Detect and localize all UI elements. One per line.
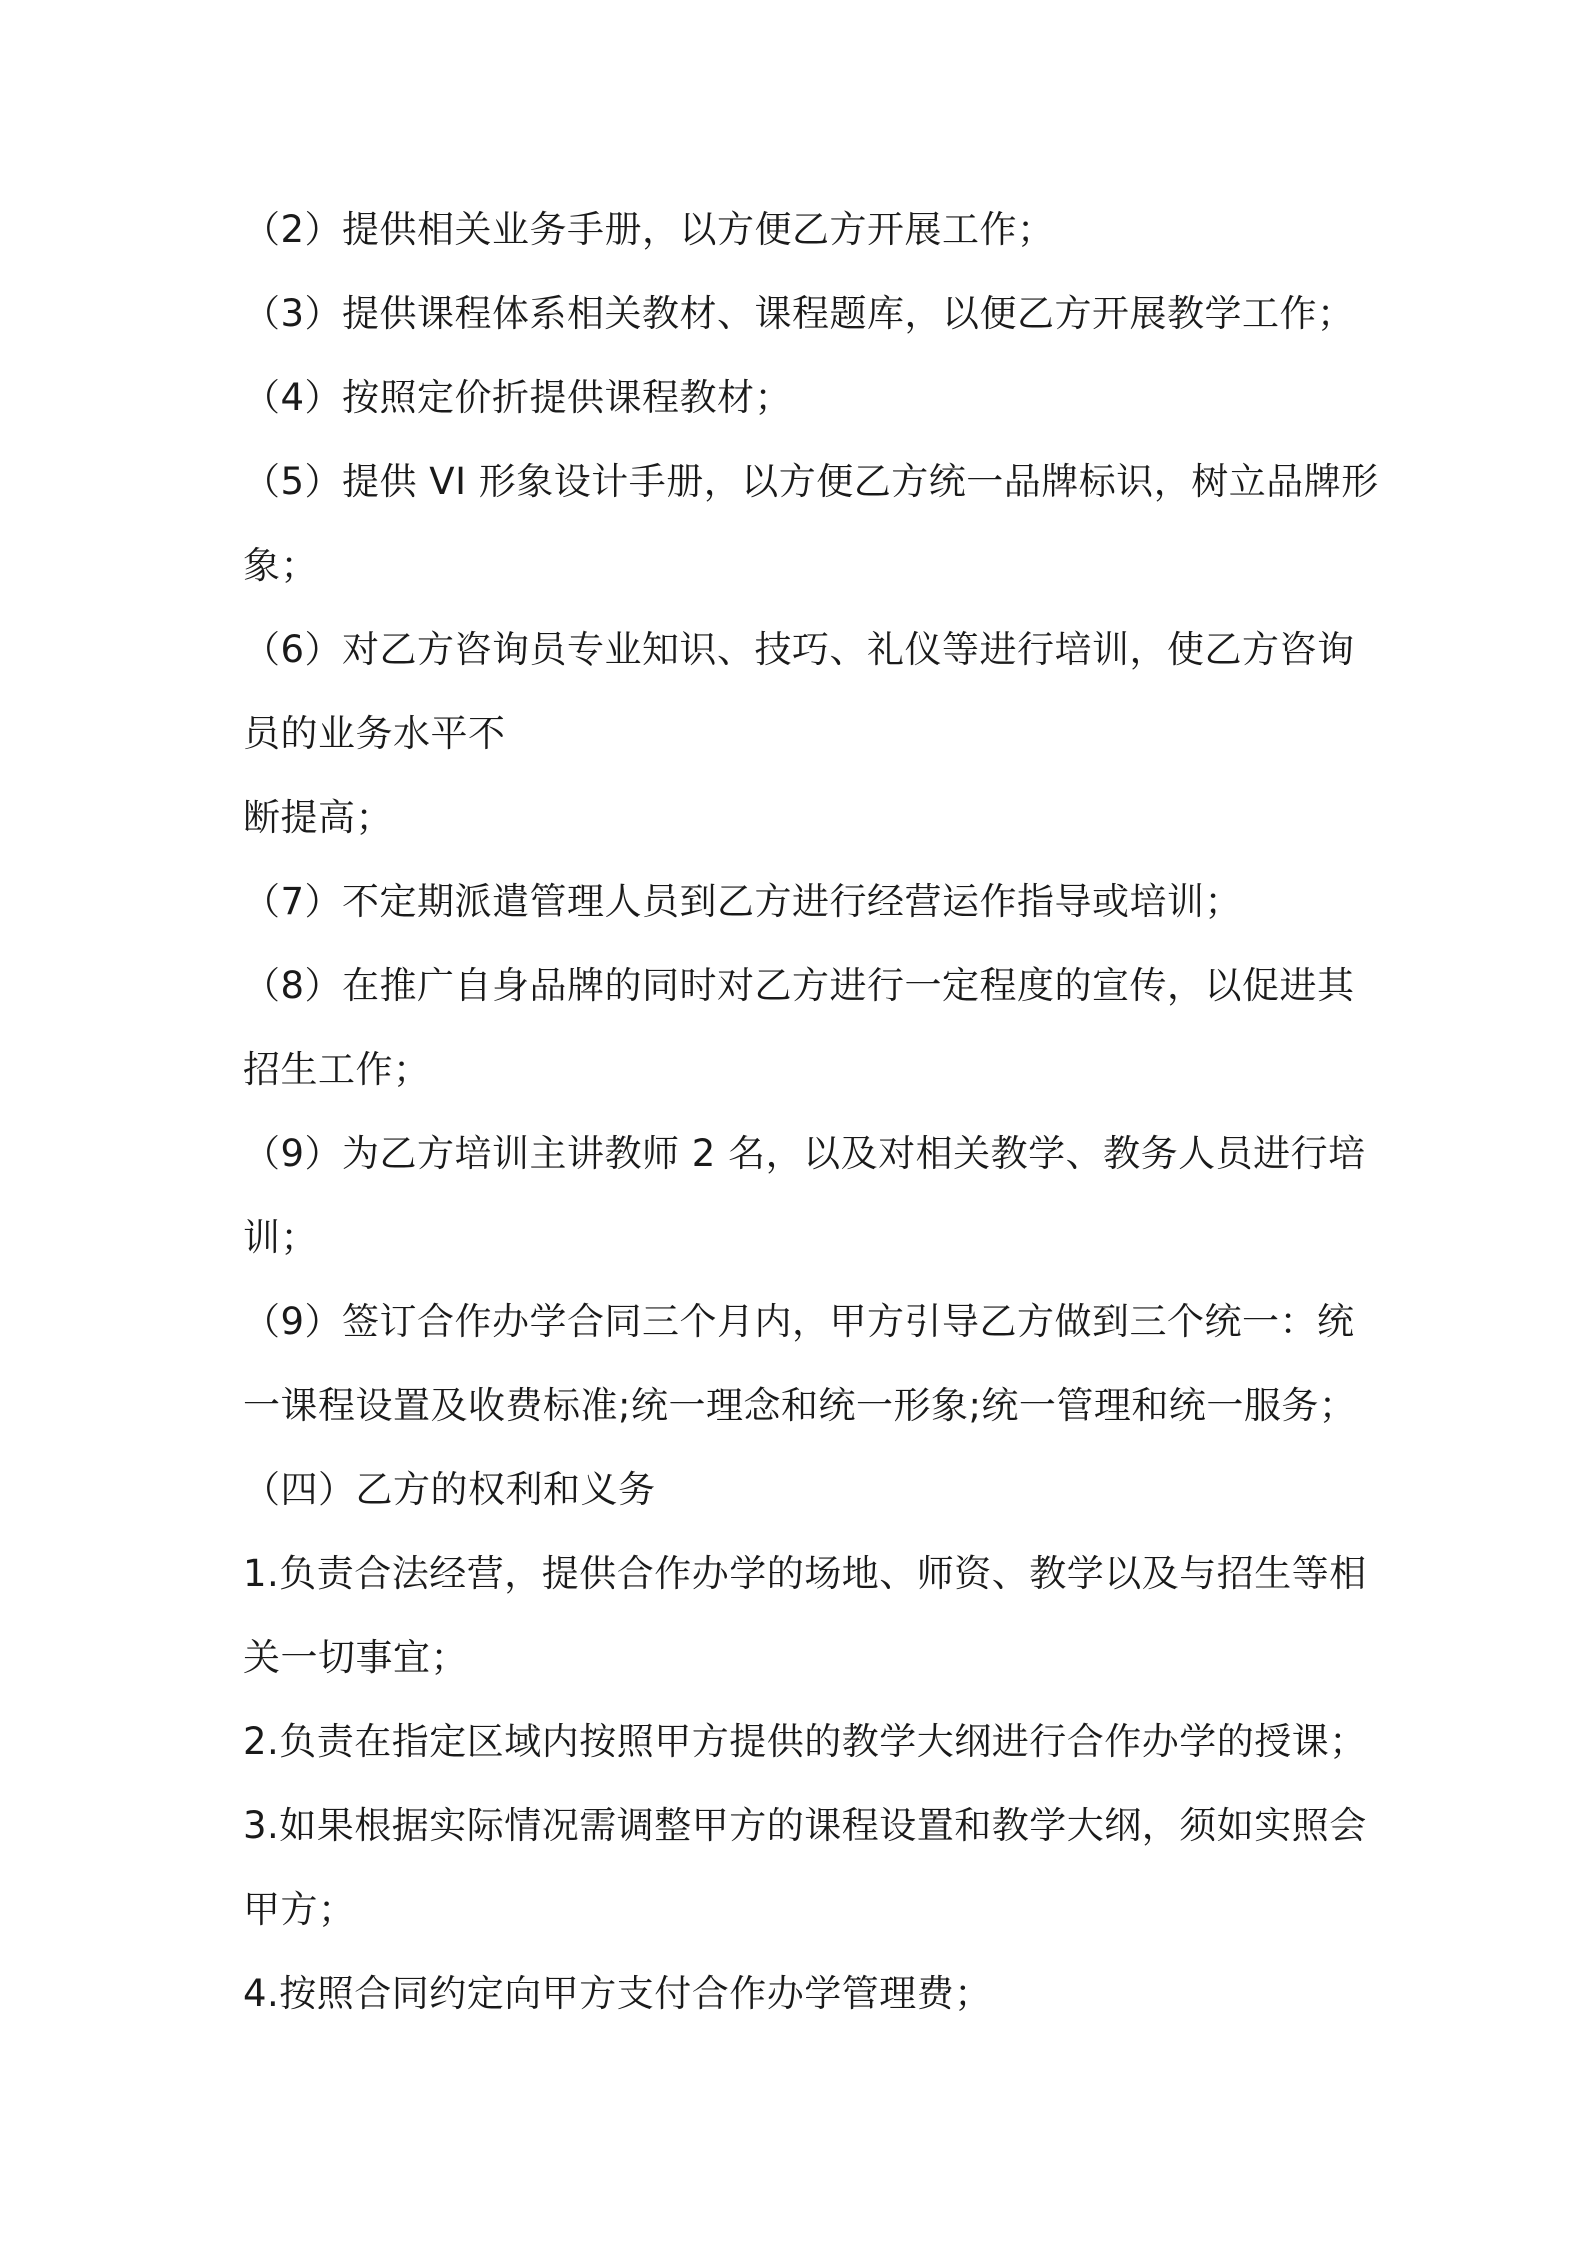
text-line: 甲方； [243, 1888, 356, 1931]
text-line: 一课程设置及收费标准;统一理念和统一形象;统一管理和统一服务； [243, 1384, 1357, 1427]
text-line: （8）在推广自身品牌的同时对乙方进行一定程度的宣传，以促进其 [243, 964, 1355, 1007]
text-line: （3）提供课程体系相关教材、课程题库，以便乙方开展教学工作； [243, 292, 1355, 335]
text-line: （5）提供 VI 形象设计手册，以方便乙方统一品牌标识，树立品牌形 [243, 460, 1379, 503]
text-line: 2.负责在指定区域内按照甲方提供的教学大纲进行合作办学的授课； [243, 1720, 1367, 1763]
text-line: （4）按照定价折提供课程教材； [243, 376, 793, 419]
text-line: 招生工作； [243, 1048, 431, 1091]
text-line: 象； [243, 544, 318, 587]
text-line: 1.负责合法经营，提供合作办学的场地、师资、教学以及与招生等相 [243, 1552, 1367, 1595]
document-page [243, 188, 1379, 2036]
text-line: 训； [243, 1216, 318, 1259]
text-line: 员的业务水平不 [243, 712, 506, 755]
text-line: （7）不定期派遣管理人员到乙方进行经营运作指导或培训； [243, 880, 1243, 923]
text-line: 3.如果根据实际情况需调整甲方的课程设置和教学大纲，须如实照会 [243, 1804, 1367, 1847]
text-line: （9）签订合作办学合同三个月内，甲方引导乙方做到三个统一：统 [243, 1300, 1355, 1343]
text-line: （9）为乙方培训主讲教师 2 名，以及对相关教学、教务人员进行培 [243, 1132, 1366, 1175]
text-line: （6）对乙方咨询员专业知识、技巧、礼仪等进行培训，使乙方咨询 [243, 628, 1355, 671]
text-line: 断提高； [243, 796, 393, 839]
section-heading: （四）乙方的权利和义务 [243, 1468, 656, 1511]
text-line: （2）提供相关业务手册，以方便乙方开展工作； [243, 208, 1055, 251]
text-line: 4.按照合同约定向甲方支付合作办学管理费； [243, 1972, 992, 2015]
text-line: 关一切事宜； [243, 1636, 468, 1679]
